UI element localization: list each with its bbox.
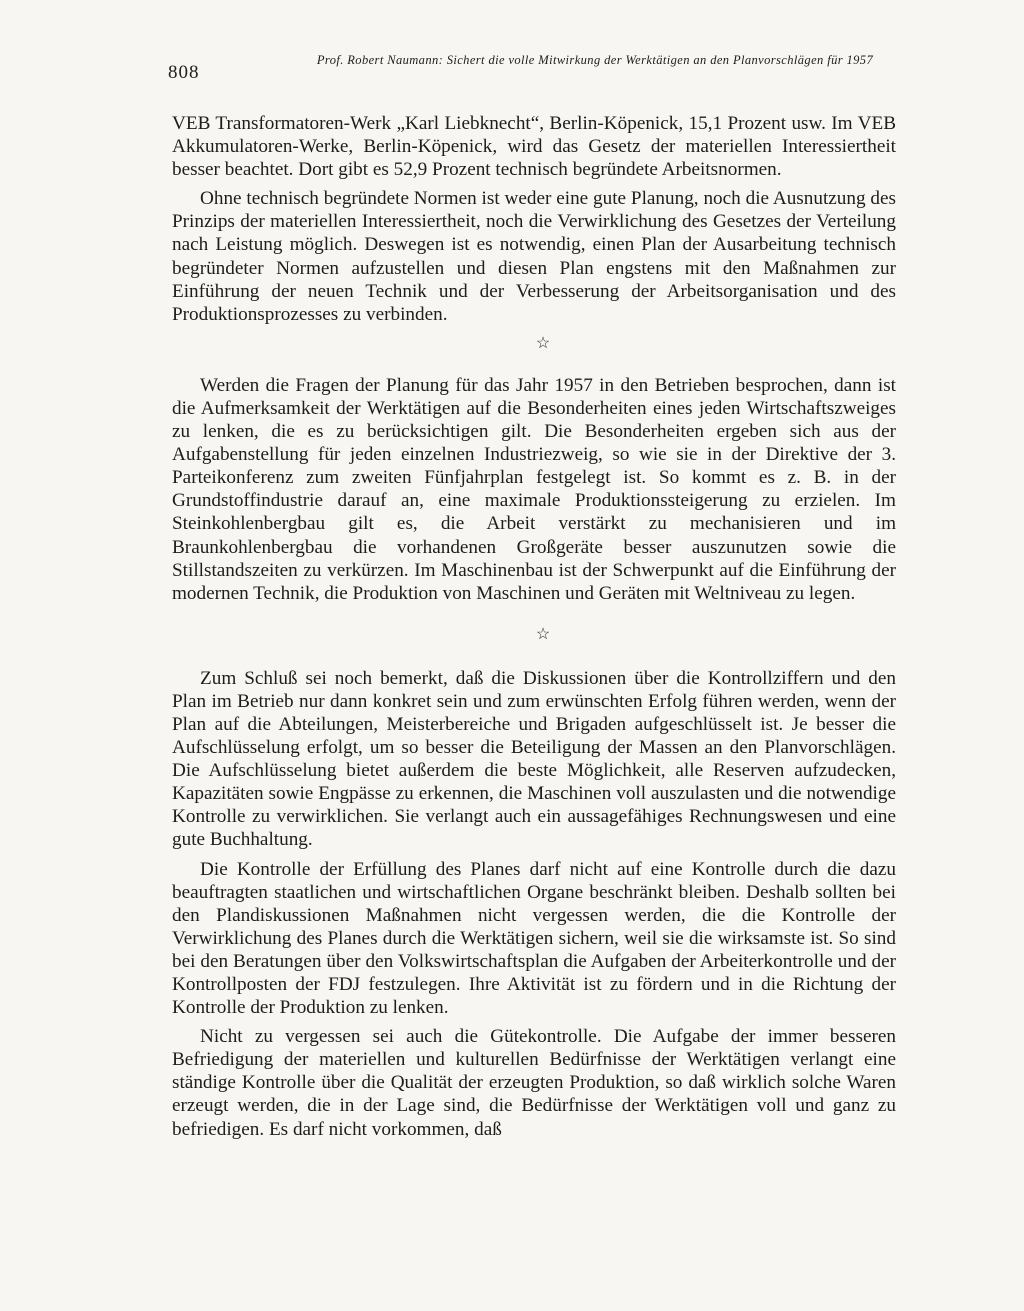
star-icon: ☆ [535,334,551,352]
paragraph-6: Nicht zu vergessen sei auch die Gütekontrolle. Die Aufgabe der immer besseren Befriedigung der materiellen und kulturellen Bedürfnisse der Werktätigen verlangt eine ständige Kontrolle über die Qualität der erzeugten Produktion, so daß wirklich solche Waren erzeugt werden, die in der Lage sind, die Bedürfnisse der Werktätigen voll und ganz zu befriedigen. Es darf nicht vorkommen, daß [172,1026,896,1140]
page-header [168,54,900,88]
paragraph-2: Ohne technisch begründete Normen ist weder eine gute Planung, noch die Ausnutzung des Prinzips der materiellen Interessiertheit, noch die Verwirklichung des Gesetzes der Verteilung nach Leistung möglich. Deswegen ist es notwendig, einen Plan der Ausarbeitung technisch begründeter Normen aufzustellen und diesen Plan engstens mit den Maßnahmen zur Einführung der neuen Technik und der Verbesserung der Arbeitsorganisation und des Produktionsprozesses zu verbinden. [172,188,896,325]
running-title: Prof. Robert Naumann: Sichert die volle Mitwirkung der Werktätigen an den Planvorschlägen für 1957 [316,53,874,67]
paragraph-4: Zum Schluß sei noch bemerkt, daß die Diskussionen über die Kontrollziffern und den Plan im Betrieb nur dann konkret sein und zum erwünschten Erfolg führen werden, wenn der Plan auf die Abteilungen, Meisterbereiche und Brigaden aufgeschlüsselt ist. Je besser die Aufschlüsselung erfolgt, um so besser die Beteiligung der Massen an den Planvorschlägen. Die Aufschlüsselung bietet außerdem die beste Möglichkeit, alle Reserven aufzudecken, Kapazitäten sowie Engpässe zu erkennen, die Maschinen voll auszulasten und die notwendige Kontrolle zu verwirklichen. Sie verlangt auch ein aussagefähiges Rechnungswesen und eine gute Buchhaltung. [172,667,896,851]
paragraph-1: VEB Transformatoren-Werk „Karl Liebknecht“, Berlin-Köpenick, 15,1 Prozent usw. Im VEB Akkumulatoren-Werke, Berlin-Köpenick, wird das Gesetz der materiellen Interessiertheit besser beachtet. Dort gibt es 52,9 Prozent technisch begründete Arbeitsnormen. [172,113,896,181]
paragraph-3: Werden die Fragen der Planung für das Jahr 1957 in den Betrieben besprochen, dann ist die Aufmerksamkeit der Werktätigen auf die Besonderheiten eines jeden Wirtschaftszweiges zu lenken, die es zu berücksichtigen gilt. Die Besonderheiten ergeben sich aus der Aufgabenstellung für jeden einzelnen Industriezweig, so wie sie in der Direktive der 3. Parteikonferenz zum zweiten Fünfjahrplan festgelegt ist. So kommt es z. B. in der Grundstoffindustrie darauf an, eine maximale Produktionssteigerung zu erzielen. Im Steinkohlenbergbau gilt es, die Arbeit verstärkt zu mechanisieren und im Braunkohlenbergbau die vorhandenen Großgeräte besser auszunutzen sowie die Stillstandszeiten zu verkürzen. Im Maschinenbau ist der Schwerpunkt auf die Einführung der modernen Technik, die Produktion von Maschinen und Geräten mit Weltniveau zu legen. [172,374,896,604]
star-icon: ☆ [535,625,551,643]
body-text [172,112,896,1141]
section-separator-2 [172,627,896,643]
page-number: 808 [168,62,200,83]
section-separator-1 [172,336,896,352]
paragraph-5: Die Kontrolle der Erfüllung des Planes darf nicht auf eine Kontrolle durch die dazu beauftragten staatlichen und wirtschaftlichen Organe beschränkt bleiben. Deshalb sollten bei den Plandiskussionen Maßnahmen nicht vergessen werden, die die Kontrolle der Verwirklichung des Planes durch die Werktätigen sichern, weil sie die wirksamste ist. So sind bei den Beratungen über den Volkswirtschaftsplan die Aufgaben der Arbeiterkontrolle und der Kontrollposten der FDJ festzulegen. Ihre Aktivität ist zu fördern und in die Richtung der Kontrolle der Produktion zu lenken. [172,858,896,1019]
